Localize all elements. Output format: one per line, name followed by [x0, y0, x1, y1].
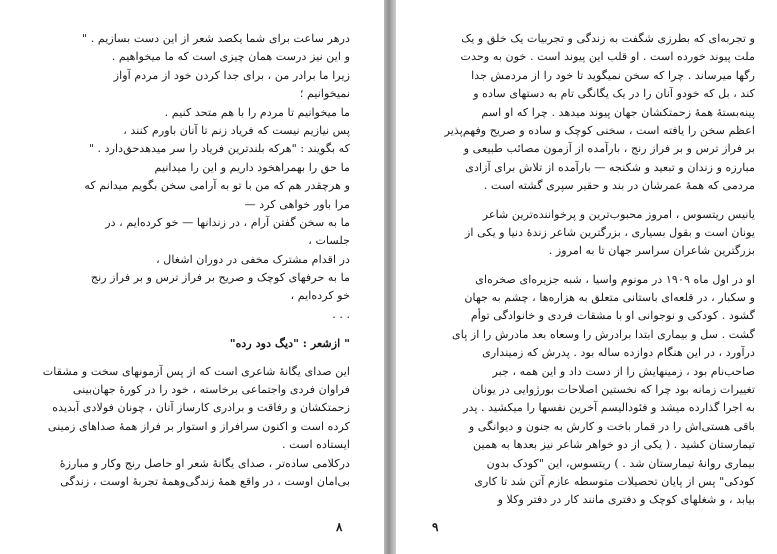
right-page-number: ۹: [432, 520, 439, 534]
text-line: بیماری روانه‌ٔ تیمارستان شد . ) ریتسوس، این "کودک بدون: [486, 456, 755, 470]
left-page-text: [34, 30, 350, 491]
text-line: و سکبار ، در قلعه‌ای باستانی متعلق به هزاره‌ها ، چشم به جهان: [464, 291, 755, 305]
text-line: خو کرده‌ایم ،: [290, 289, 350, 303]
text-line: . . .: [332, 307, 350, 321]
text-line: کند ، بل که خودو آنان را در یک یگانگی تام به دستهای ساده و: [473, 87, 755, 101]
text-line: او در اول ماه ۱۹۰۹ در مونوم واسیا ، شبه جزیره‌ای صخره‌ای: [475, 272, 755, 286]
text-line: در اقدام مشترک مخفی در دوران اشغال ،: [156, 252, 350, 266]
text-line: ملت پیوند خورده است . او قلب این پیوند است . خون به وحدت: [460, 50, 755, 64]
text-line: نمیخوانیم ؛: [299, 87, 350, 101]
text-line: زحمتکشان و رفاقت و برادری کارساز آنان ، چونان فولادی آبدیده: [52, 401, 350, 415]
text-line: صاحب‌نام بود ، زمینهایش را از دست داد و این همه ، جبر: [492, 364, 755, 378]
text-line: تغییرات زمانه بود چرا که نخستین اصلاحات بورژوایی در یونان: [472, 383, 755, 397]
text-line: اعظم سخن را یافته است ، سخنی کوچک و ساده و صریح وفهم‌پذیر: [444, 123, 755, 137]
text-line: بر فراز ترس و بر فراز رنج ، بارآمده از آزمون مصائب طبیعی و: [463, 142, 755, 156]
text-line: کودکی" پس از پایان تحصیلات متوسطه عازم آتن شد تا کاری: [474, 474, 755, 488]
text-line: [418, 261, 755, 271]
text-line: که بگویند : "هرکه بلندترین فریاد را سر میدهدحق‌دارد . ": [88, 142, 350, 156]
book-gutter: [384, 0, 396, 554]
text-line: باقی هستی‌اش را در قمار باخت و کارش به جنون و دیوانگی و: [468, 419, 755, 433]
text-line: بیابد ، و شغلهای کوچک و دفتری مانند کار در دفتر وکلا و: [497, 493, 755, 507]
text-line: به اجرا گذارده میشد و فئودالیسم آخرین نفسها را میکشید . پدر: [463, 401, 755, 415]
text-line: تیمارستان کشید . ( یکی از دو خواهر شاعر نیز بعدها به همین: [472, 438, 755, 452]
text-line: و تجربه‌ای که بطرزی شگفت به زندگی و تجربیات یک خلق و یک: [461, 32, 755, 45]
text-line: فراوان فردی واجتماعی برخاسته ، خود را در کوره‌ٔ جهان‌بینی: [72, 383, 350, 397]
text-line: جلسات ،: [308, 234, 350, 248]
text-line: درآورد ، در این هنگام دوازده ساله بود . پدرش که زمینداری: [482, 346, 755, 360]
text-line: بی‌امان اوست ، در واقع همه‌ٔ زندگی‌وهمه‌ٔ تجربه‌ٔ اوست ، زندگی: [60, 474, 350, 488]
text-line: [34, 324, 350, 334]
text-line: " ازشعر : "دیگ دود رده": [229, 336, 350, 351]
text-line: [418, 196, 755, 206]
text-line: درهر ساعت برای شما یکصد شعر از این دست بسازیم . ": [82, 32, 350, 45]
text-line: پینه‌بسته‌ٔ همه‌ٔ زحمتکشان جهان پیوند میدهد . چرا که او اسم: [481, 105, 755, 119]
text-line: و این نیز درست همان چیزی است که ما میخواهیم .: [111, 50, 350, 64]
text-line: مرا باور خواهی کرد —: [244, 197, 350, 211]
text-line: رگها میرساند . چرا که سخن نمیگوید تا خود را از مردمش جدا: [471, 68, 755, 82]
text-line: بزرگترین شاعران سراسر جهان تا به امروز .: [548, 244, 755, 258]
text-line: و هرچقدر هم که من با تو به آرامی سخن بگویم میدانم که: [84, 179, 350, 193]
text-line: ما به سخن گفتن آرام ، در زندانها — خو کرده‌ایم ، در: [105, 215, 350, 229]
text-line: ما حق را بهمراهخود داریم و این را میدانیم: [154, 160, 350, 174]
text-line: مردمی که همه‌ٔ عمرشان در بند و حقیر سپری گشته است .: [483, 179, 755, 193]
text-line: [34, 353, 350, 363]
text-line: مبارزه و زندان و تبعید و شکنجه — بارآمده از تلاش برای آزادی: [465, 160, 755, 174]
text-line: گشود . کودکی و نوجوانی او با مشقات فردی و خانوادگی توأم: [470, 309, 755, 323]
right-page-text: [418, 30, 755, 510]
text-line: کرده است و اکنون سرافراز و استوار بر فراز همه‌ٔ صداهای زمینی: [47, 419, 350, 433]
text-line: یونان است و بقول بسیاری ، بزرگترین شاعر زنده‌ٔ دنیا و یکی از: [465, 225, 755, 239]
right-page: [396, 0, 777, 554]
text-line: این صدای یگانه‌ٔ شاعری است که از پس آزمونهای سخت و مشقات: [42, 364, 350, 378]
text-line: ایستاده است .: [282, 438, 350, 452]
text-line: گشت . سل و بیماری ابتدا برادرش را وسعاه بعد مادرش را از پای: [452, 327, 755, 341]
text-line: پس نیازیم نیست که فریاد زنم تا آنان باورم کنند ،: [123, 123, 350, 137]
text-line: زیرا ما برادر من ، برای جدا کردن خود از مردم آواز: [113, 68, 350, 82]
text-line: ما به حرفهای کوچک و صریح بر فراز ترس و بر فراز رنج: [90, 271, 350, 285]
text-line: درکلامی ساده‌تر ، صدای یگانه‌ٔ شعر او حاصل رنج وکار و مبارزه‌ٔ: [59, 456, 350, 470]
text-line: ما میخوانیم تا مردم را با هم متحد کنیم .: [164, 105, 350, 119]
text-line: یانیس ریتسوس ، امروز محبوب‌ترین و پرخواننده‌ترین شاعر: [482, 207, 755, 221]
left-page: [0, 0, 384, 554]
left-page-number: ۸: [336, 520, 343, 534]
